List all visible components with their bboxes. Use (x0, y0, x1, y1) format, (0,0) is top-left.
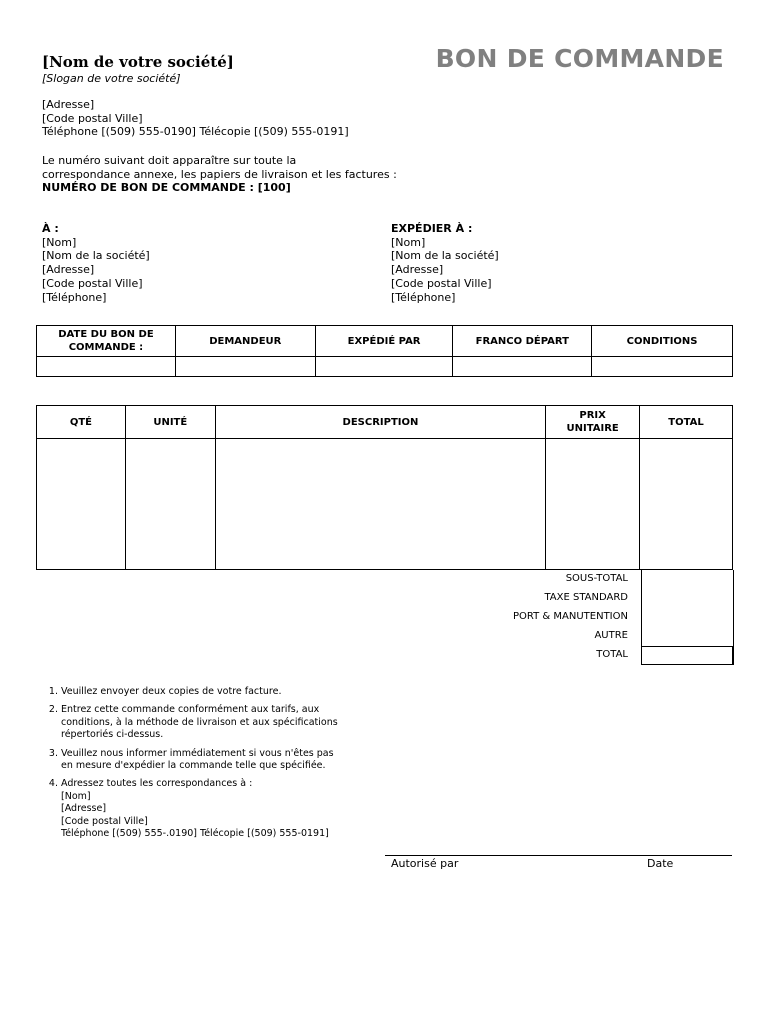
instruction-item: 3. Veuillez nous informer immédiatement si vous n'êtes pas en mesure d'expédier la commande telle que spécifiée. (61, 748, 342, 773)
company-phone-fax: Téléphone [(509) 555-0190] Télécopie [(509) 555-0191] (42, 125, 349, 139)
qty-header: QTÉ (37, 406, 126, 439)
instructions-list (42, 686, 342, 846)
notice-line-1: Le numéro suivant doit apparaître sur toute la (42, 154, 297, 167)
items-table (36, 405, 733, 570)
instruction-item: 1. Veuillez envoyer deux copies de votre facture. (61, 686, 342, 698)
unit-header: UNITÉ (125, 406, 215, 439)
instruction-item: 4. Adressez toutes les correspondances à : [Nom] [Adresse] [Code postal Ville] Téléphone [(509) 555-.0190] Télécopie [(509) 555-0191] (61, 778, 342, 840)
company-slogan: [Slogan de votre société] (42, 72, 181, 85)
to-name: [Nom] (42, 235, 77, 249)
fob-header: FRANCO DÉPART (453, 326, 592, 357)
ship-to-heading: EXPÉDIER À : (391, 222, 473, 235)
correspondence-name: [Nom] (61, 790, 91, 802)
signature-line (385, 855, 732, 856)
total-label: TOTAL (596, 649, 628, 660)
tax-label: TAXE STANDARD (544, 592, 628, 603)
order-date-cell[interactable] (37, 357, 176, 377)
company-name: [Nom de votre société] (42, 53, 234, 71)
unit-price-cell[interactable] (546, 439, 640, 570)
date-label: Date (647, 857, 674, 870)
ship-to-address: [Adresse] (391, 263, 444, 277)
ship-to-block (391, 222, 499, 304)
description-cell[interactable] (215, 439, 545, 570)
ship-to-name: [Nom] (391, 235, 426, 249)
ship-to-company: [Nom de la société] (391, 249, 499, 263)
requester-cell[interactable] (175, 357, 315, 377)
subtotal-label: SOUS-TOTAL (565, 573, 628, 584)
fob-cell[interactable] (453, 357, 592, 377)
shipped-by-header: EXPÉDIÉ PAR (315, 326, 453, 357)
correspondence-city: [Code postal Ville] (61, 815, 148, 827)
unit-price-header: PRIX UNITAIRE (546, 406, 640, 439)
company-address-block (42, 98, 349, 139)
to-address: [Adresse] (42, 263, 95, 277)
requester-header: DEMANDEUR (175, 326, 315, 357)
to-heading: À : (42, 222, 59, 235)
order-info-table (36, 325, 733, 377)
notice-line-2: correspondance annexe, les papiers de livraison et les factures : (42, 167, 397, 181)
company-city: [Code postal Ville] (42, 111, 143, 125)
authorized-by-label: Autorisé par (391, 857, 459, 870)
correspondence-phone-fax: Téléphone [(509) 555-.0190] Télécopie [(509) 555-0191] (61, 828, 329, 840)
terms-cell[interactable] (592, 357, 733, 377)
ship-to-city: [Code postal Ville] (391, 276, 492, 290)
terms-header: CONDITIONS (592, 326, 733, 357)
to-city: [Code postal Ville] (42, 276, 143, 290)
order-date-header: DATE DU BON DE COMMANDE : (37, 326, 176, 357)
description-header: DESCRIPTION (215, 406, 545, 439)
other-label: AUTRE (594, 630, 628, 641)
document-title: BON DE COMMANDE (435, 44, 724, 73)
total-header: TOTAL (640, 406, 733, 439)
qty-cell[interactable] (37, 439, 126, 570)
to-block (42, 222, 150, 304)
correspondence-address: [Adresse] (61, 803, 107, 815)
grand-total-value[interactable] (641, 646, 733, 665)
total-cell[interactable] (640, 439, 733, 570)
company-address: [Adresse] (42, 98, 95, 111)
po-number: NUMÉRO DE BON DE COMMANDE : [100] (42, 181, 291, 195)
shipping-label: PORT & MANUTENTION (513, 611, 628, 622)
ship-to-phone: [Téléphone] (391, 290, 456, 304)
unit-cell[interactable] (125, 439, 215, 570)
to-phone: [Téléphone] (42, 290, 107, 304)
instruction-item: 2. Entrez cette commande conformément aux tarifs, aux conditions, à la méthode de livraison et aux spécifications répertoriés ci-dessus. (61, 704, 342, 741)
po-notice-block (42, 154, 397, 195)
shipped-by-cell[interactable] (315, 357, 453, 377)
to-company: [Nom de la société] (42, 249, 150, 263)
